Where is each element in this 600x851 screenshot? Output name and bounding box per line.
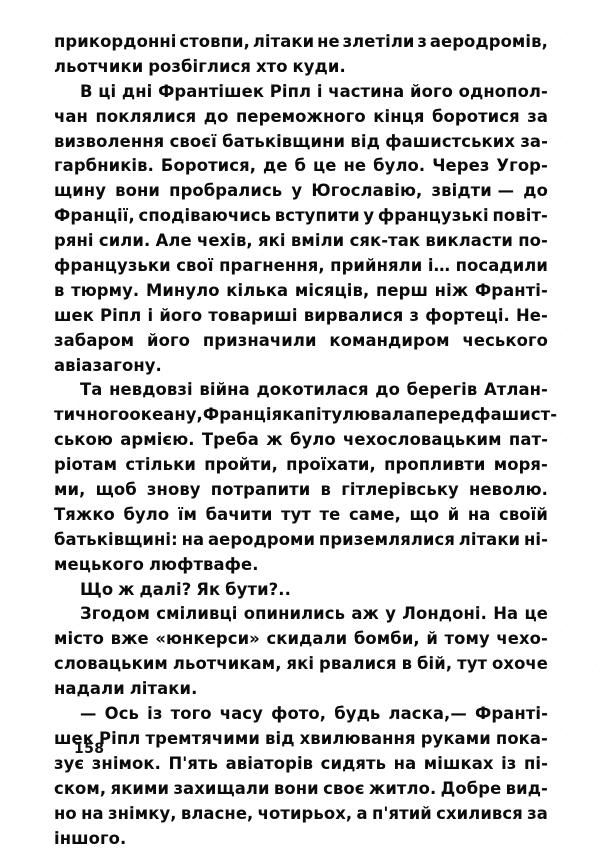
text-word: місто xyxy=(54,627,104,652)
text-word: пройти, xyxy=(204,453,278,478)
text-word: з xyxy=(417,30,427,55)
text-word: потрапити xyxy=(211,478,311,503)
text-word: охоче xyxy=(492,652,548,677)
text-line xyxy=(54,478,548,503)
text-word: шек xyxy=(54,304,94,329)
text-line xyxy=(54,702,548,727)
text-word: армією. xyxy=(120,428,194,453)
text-word: руками xyxy=(421,727,491,752)
text-word: не xyxy=(317,30,340,55)
text-word: й xyxy=(448,503,460,528)
text-word: Боротися, xyxy=(161,154,256,179)
text-word: шек xyxy=(54,727,94,752)
text-word: авіазагону. xyxy=(54,354,162,379)
text-word: ском, xyxy=(54,777,106,802)
text-line xyxy=(54,727,548,752)
text-word: пока- xyxy=(496,727,548,752)
text-word: мецького xyxy=(54,553,144,578)
text-word: невдовзі xyxy=(109,378,193,403)
text-word: прагнення, xyxy=(219,254,325,279)
text-word: літаки xyxy=(459,528,520,553)
text-word: докотилася xyxy=(256,378,368,403)
text-word: і… xyxy=(428,254,450,279)
text-word: прикордонні xyxy=(54,30,177,55)
text-word: чан xyxy=(54,105,88,130)
text-word: надали xyxy=(54,677,125,702)
text-word: Добре xyxy=(441,777,502,802)
text-word: Франті- xyxy=(475,702,548,727)
text-word: сяк-так xyxy=(350,229,421,254)
text-word: по- xyxy=(518,229,548,254)
text-word: де xyxy=(263,154,288,179)
text-word: льотчики xyxy=(54,55,143,80)
text-line xyxy=(54,677,548,702)
text-line xyxy=(54,777,548,802)
text-word: з xyxy=(410,304,420,329)
text-word: пробрались xyxy=(169,179,282,204)
text-word: вирвалися xyxy=(304,304,404,329)
text-word: в xyxy=(402,652,412,677)
text-word: На xyxy=(493,602,518,627)
text-word: було. xyxy=(373,154,425,179)
text-word: і xyxy=(148,304,154,329)
text-word: свої xyxy=(176,254,213,279)
text-word: словацьким xyxy=(54,652,168,677)
text-word: сидять xyxy=(321,752,386,777)
text-line xyxy=(54,304,548,329)
text-word: батьківщині: xyxy=(54,528,178,553)
text-word: дні xyxy=(122,80,152,105)
text-line xyxy=(54,528,548,553)
text-word: що xyxy=(410,503,440,528)
text-word: власне, xyxy=(181,802,254,827)
text-word: зує xyxy=(54,752,84,777)
text-word: переможного xyxy=(236,105,366,130)
text-word: війна xyxy=(199,378,249,403)
text-line xyxy=(54,428,548,453)
text-word: його xyxy=(410,80,453,105)
text-word: бути?.. xyxy=(225,578,291,603)
text-word: на xyxy=(394,752,417,777)
text-word: розбіглися xyxy=(148,55,251,80)
text-word: — xyxy=(80,702,97,727)
text-word: місяців, xyxy=(295,279,369,304)
text-line xyxy=(54,254,548,279)
text-word: Не- xyxy=(516,304,548,329)
text-word: ніж xyxy=(435,279,469,304)
text-word: гітлерівську xyxy=(341,478,459,503)
text-word: тремтячими xyxy=(146,727,260,752)
text-word: приземлялися xyxy=(319,528,455,553)
text-word: проїхати, xyxy=(286,453,376,478)
text-word: те xyxy=(320,503,341,528)
text-word: до xyxy=(523,179,548,204)
text-word: куди. xyxy=(293,55,346,80)
text-word: б xyxy=(295,154,307,179)
text-word: аеродроми xyxy=(208,528,315,553)
text-word: сміливці xyxy=(156,602,237,627)
text-word: знову xyxy=(147,478,201,503)
text-word: Угор- xyxy=(496,154,548,179)
text-line xyxy=(54,602,548,627)
text-word: й xyxy=(426,627,438,652)
text-word: його xyxy=(159,304,202,329)
text-word: французьки xyxy=(54,254,171,279)
text-word: це xyxy=(525,602,548,627)
text-word: літаки xyxy=(253,30,314,55)
text-word: Тяжко xyxy=(54,503,115,528)
text-word: аеродромів, xyxy=(430,30,548,55)
text-word: до xyxy=(204,105,229,130)
text-word: його xyxy=(147,329,190,354)
text-word: часу xyxy=(220,702,263,727)
text-line xyxy=(54,55,548,80)
text-line xyxy=(54,279,548,304)
text-line xyxy=(54,802,548,827)
text-word: було xyxy=(290,428,336,453)
text-word: Згодом xyxy=(80,602,150,627)
text-word: повіт- xyxy=(492,204,547,229)
text-word: товариші xyxy=(208,304,297,329)
text-word: захищали xyxy=(173,777,269,802)
text-word: Франті- xyxy=(475,279,548,304)
text-word: і xyxy=(317,80,323,105)
text-word: Франції, xyxy=(54,204,135,229)
text-word: у xyxy=(363,204,374,229)
text-word: ласка,— xyxy=(389,702,467,727)
text-word: Через xyxy=(432,154,489,179)
text-word: ж xyxy=(118,578,134,603)
text-line xyxy=(54,329,548,354)
text-word: ською xyxy=(54,428,113,453)
text-line xyxy=(54,154,548,179)
text-line xyxy=(54,827,548,851)
text-word: звідти — xyxy=(432,179,515,204)
text-word: якими xyxy=(111,777,170,802)
text-word: своє xyxy=(323,777,364,802)
text-word: знімку, xyxy=(108,802,177,827)
text-word: Ось xyxy=(105,702,139,727)
text-word: чеського xyxy=(463,329,548,354)
text-word: однопол- xyxy=(459,80,548,105)
text-word: частина xyxy=(328,80,404,105)
text-word: на xyxy=(81,802,104,827)
text-word: бомби, xyxy=(354,627,420,652)
text-word: Що xyxy=(80,578,113,603)
text-word: но xyxy=(54,802,77,827)
text-word: в xyxy=(54,279,64,304)
text-word: на xyxy=(468,503,491,528)
text-word: на xyxy=(182,528,205,553)
text-word: пропливти xyxy=(384,453,485,478)
text-word: французькі xyxy=(378,204,489,229)
text-word: в xyxy=(321,478,331,503)
text-word: Атлан- xyxy=(484,378,548,403)
text-word: кілька xyxy=(226,279,288,304)
text-word: до xyxy=(375,378,400,403)
text-word: їм xyxy=(178,503,197,528)
text-word: прийняли xyxy=(330,254,422,279)
text-word: вид- xyxy=(506,777,548,802)
text-word: Як xyxy=(196,578,220,603)
text-word: аж xyxy=(351,602,379,627)
text-word: вступити xyxy=(275,204,360,229)
text-word: Але xyxy=(156,229,192,254)
text-word: це xyxy=(313,154,336,179)
text-word: далі? xyxy=(139,578,191,603)
text-line xyxy=(54,553,548,578)
page-number: 158 xyxy=(74,741,104,757)
text-word: Треба xyxy=(202,428,259,453)
text-word: фашист- xyxy=(474,403,557,428)
text-word: берегів xyxy=(407,378,478,403)
text-word: ці xyxy=(98,80,116,105)
text-word: від xyxy=(265,727,295,752)
text-word: за xyxy=(527,802,548,827)
text-word: знімок. xyxy=(92,752,161,777)
text-line xyxy=(54,453,548,478)
text-line xyxy=(54,204,548,229)
text-word: пі- xyxy=(524,752,548,777)
text-word: фото, xyxy=(271,702,326,727)
text-word: «юнкерси» xyxy=(155,627,260,652)
text-word: ми, xyxy=(54,478,85,503)
text-word: хто xyxy=(256,55,288,80)
text-word: які xyxy=(287,652,315,677)
text-word: командиром xyxy=(329,329,449,354)
text-word: призначили xyxy=(203,329,317,354)
text-word: за xyxy=(527,105,548,130)
text-word: викласти xyxy=(425,229,513,254)
text-word: ріотам xyxy=(54,453,117,478)
text-word: чехо- xyxy=(496,627,548,652)
text-word: авіаторів xyxy=(226,752,314,777)
text-word: забаром xyxy=(54,329,134,354)
text-word: гарбників. xyxy=(54,154,154,179)
text-word: перед xyxy=(415,403,474,428)
text-word: опинились xyxy=(244,602,345,627)
text-word: саме, xyxy=(349,503,401,528)
text-word: капітулювала xyxy=(282,403,415,428)
text-word: посадили xyxy=(456,254,548,279)
text-line xyxy=(54,627,548,652)
text-word: П'ять xyxy=(168,752,218,777)
page-text-block xyxy=(54,30,548,851)
text-word: іншого. xyxy=(54,827,126,851)
text-word: В xyxy=(80,80,93,105)
text-word: сили. xyxy=(99,229,150,254)
text-word: у xyxy=(291,179,302,204)
text-word: ряні xyxy=(54,229,94,254)
text-word: скидали xyxy=(266,627,347,652)
text-word: ж xyxy=(266,428,282,453)
text-word: перш xyxy=(376,279,428,304)
text-word: із xyxy=(147,702,162,727)
text-line xyxy=(54,403,548,428)
text-word: океану, xyxy=(129,403,203,428)
text-line xyxy=(54,354,548,379)
text-word: стільки xyxy=(125,453,196,478)
text-line xyxy=(54,229,548,254)
text-word: чотирьох, xyxy=(258,802,353,827)
text-word: тому xyxy=(445,627,490,652)
text-word: тут xyxy=(281,503,311,528)
text-word: неволю. xyxy=(469,478,548,503)
text-word: Ріпл xyxy=(270,80,311,105)
text-word: злетіли xyxy=(343,30,415,55)
text-word: стовпи, xyxy=(179,30,250,55)
text-word: Минуло xyxy=(146,279,220,304)
text-word: літаки. xyxy=(130,677,198,702)
text-word: вже xyxy=(111,627,149,652)
text-word: кінця xyxy=(373,105,424,130)
text-word: тут xyxy=(457,652,487,677)
text-line xyxy=(54,378,548,403)
text-word: не xyxy=(343,154,366,179)
text-word: а xyxy=(357,802,368,827)
text-word: Югославію, xyxy=(311,179,422,204)
text-word: люфтвафе. xyxy=(149,553,259,578)
text-word: фашистських xyxy=(385,130,515,155)
text-word: пат- xyxy=(509,428,548,453)
text-word: Франція xyxy=(203,403,282,428)
text-line xyxy=(54,105,548,130)
text-word: із xyxy=(501,752,516,777)
text-line xyxy=(54,652,548,677)
text-word: ні- xyxy=(524,528,548,553)
text-word: щину xyxy=(54,179,106,204)
text-word: Та xyxy=(80,378,102,403)
text-word: Лондоні. xyxy=(402,602,487,627)
text-word: фортеці. xyxy=(425,304,510,329)
text-word: того xyxy=(171,702,212,727)
text-word: бій, xyxy=(417,652,452,677)
text-word: щоб xyxy=(96,478,137,503)
text-line xyxy=(54,80,548,105)
text-word: боротися xyxy=(432,105,520,130)
text-word: вони xyxy=(274,777,319,802)
text-word: тюрму. xyxy=(71,279,139,304)
text-word: схилився xyxy=(436,802,523,827)
text-word: своїй xyxy=(499,503,548,528)
text-line xyxy=(54,503,548,528)
text-word: вміли xyxy=(291,229,344,254)
text-word: Франтішек xyxy=(158,80,264,105)
text-word: чехів, xyxy=(197,229,253,254)
text-word: які xyxy=(258,229,286,254)
text-word: хвилювання xyxy=(300,727,416,752)
text-word: своєї xyxy=(170,130,217,155)
text-line xyxy=(54,179,548,204)
text-word: Ріпл xyxy=(99,727,140,752)
text-word: від xyxy=(350,130,380,155)
text-word: поклялися xyxy=(95,105,196,130)
text-line xyxy=(54,130,548,155)
text-word: за- xyxy=(520,130,548,155)
text-word: рвалися xyxy=(319,652,397,677)
text-word: було xyxy=(123,503,169,528)
text-word: моря- xyxy=(494,453,548,478)
text-line xyxy=(54,578,548,603)
text-word: п'ятий xyxy=(372,802,432,827)
text-word: житло. xyxy=(369,777,436,802)
text-line xyxy=(54,30,548,55)
text-word: будь xyxy=(334,702,380,727)
text-word: чехословацьким xyxy=(343,428,502,453)
text-word: льотчикам, xyxy=(173,652,282,677)
text-word: визволення xyxy=(54,130,164,155)
text-word: мішках xyxy=(424,752,494,777)
text-word: сподіваючись xyxy=(139,204,272,229)
text-word: Ріпл xyxy=(100,304,141,329)
text-word: тичного xyxy=(54,403,129,428)
text-word: бачити xyxy=(206,503,273,528)
text-line xyxy=(54,752,548,777)
text-word: вони xyxy=(115,179,160,204)
text-word: у xyxy=(385,602,396,627)
text-word: батьківщини xyxy=(222,130,345,155)
